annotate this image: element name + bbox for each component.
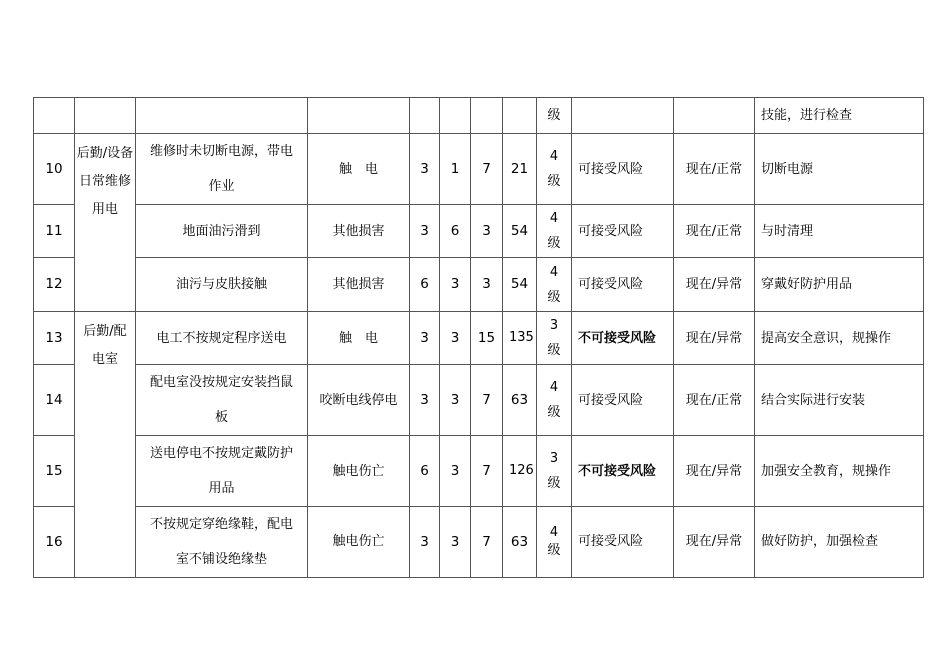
cell-level: 4级	[537, 365, 572, 436]
cell-state: 现在/正常	[674, 205, 755, 258]
cell-no: 10	[34, 134, 75, 205]
cell-state: 现在/正常	[674, 365, 755, 436]
cell-risk	[572, 98, 674, 134]
cell-c	[471, 98, 503, 134]
cell-e: 6	[440, 205, 471, 258]
cell-d: 21	[503, 134, 537, 205]
cell-measure: 切断电源	[755, 134, 924, 205]
cell-l: 3	[410, 365, 440, 436]
cell-level: 4级	[537, 205, 572, 258]
table-row	[34, 312, 924, 365]
cell-e: 3	[440, 258, 471, 312]
table-row	[34, 205, 924, 258]
cell-measure: 与时清理	[755, 205, 924, 258]
cell-hazard: 不按规定穿绝缘鞋，配电室不铺设绝缘垫	[136, 507, 308, 578]
cell-state: 现在/正常	[674, 134, 755, 205]
cell-state	[674, 98, 755, 134]
cell-level: 4级	[537, 134, 572, 205]
cell-e: 1	[440, 134, 471, 205]
table-row-continued	[34, 98, 924, 134]
cell-state: 现在/异常	[674, 507, 755, 578]
cell-risk: 可接受风险	[572, 507, 674, 578]
cell-d: 126	[503, 436, 537, 507]
cell-d: 54	[503, 205, 537, 258]
cell-accident: 触 电	[308, 312, 410, 365]
cell-hazard: 维修时未切断电源，带电作业	[136, 134, 308, 205]
cell-accident: 其他损害	[308, 258, 410, 312]
cell-hazard: 送电停电不按规定戴防护用品	[136, 436, 308, 507]
cell-category: 后勤/配电室	[75, 312, 136, 578]
cell-l: 3	[410, 312, 440, 365]
cell-risk: 可接受风险	[572, 365, 674, 436]
cell-state: 现在/异常	[674, 436, 755, 507]
cell-c: 7	[471, 436, 503, 507]
cell-c: 3	[471, 205, 503, 258]
cell-hazard	[136, 98, 308, 134]
cell-no: 12	[34, 258, 75, 312]
cell-l: 3	[410, 134, 440, 205]
table-row	[34, 134, 924, 205]
cell-accident: 触电伤亡	[308, 507, 410, 578]
cell-accident: 触电伤亡	[308, 436, 410, 507]
cell-level: 4级	[537, 507, 572, 578]
cell-risk: 不可接受风险	[572, 436, 674, 507]
cell-hazard: 配电室没按规定安装挡鼠板	[136, 365, 308, 436]
cell-e: 3	[440, 436, 471, 507]
cell-d	[503, 98, 537, 134]
cell-risk: 可接受风险	[572, 205, 674, 258]
cell-c: 7	[471, 365, 503, 436]
cell-state: 现在/异常	[674, 312, 755, 365]
cell-accident: 触 电	[308, 134, 410, 205]
cell-measure: 穿戴好防护用品	[755, 258, 924, 312]
cell-c: 3	[471, 258, 503, 312]
cell-measure: 加强安全教育，规操作	[755, 436, 924, 507]
cell-d: 135	[503, 312, 537, 365]
cell-l	[410, 98, 440, 134]
cell-c: 15	[471, 312, 503, 365]
cell-l: 3	[410, 507, 440, 578]
cell-accident: 咬断电线停电	[308, 365, 410, 436]
cell-no: 15	[34, 436, 75, 507]
cell-e: 3	[440, 507, 471, 578]
cell-no: 16	[34, 507, 75, 578]
cell-e: 3	[440, 312, 471, 365]
cell-d: 63	[503, 365, 537, 436]
cell-hazard: 油污与皮肤接触	[136, 258, 308, 312]
cell-risk: 不可接受风险	[572, 312, 674, 365]
cell-no: 11	[34, 205, 75, 258]
cell-level: 3级	[537, 436, 572, 507]
table-row	[34, 365, 924, 436]
cell-hazard: 电工不按规定程序送电	[136, 312, 308, 365]
cell-l: 6	[410, 436, 440, 507]
cell-level: 级	[537, 98, 572, 134]
risk-assessment-table	[33, 97, 924, 578]
cell-d: 63	[503, 507, 537, 578]
table-row	[34, 507, 924, 578]
cell-l: 3	[410, 205, 440, 258]
cell-e	[440, 98, 471, 134]
table-row	[34, 436, 924, 507]
cell-risk: 可接受风险	[572, 258, 674, 312]
cell-no	[34, 98, 75, 134]
cell-state: 现在/异常	[674, 258, 755, 312]
cell-c: 7	[471, 134, 503, 205]
cell-measure: 提高安全意识，规操作	[755, 312, 924, 365]
cell-category	[75, 98, 136, 134]
cell-accident: 其他损害	[308, 205, 410, 258]
cell-risk: 可接受风险	[572, 134, 674, 205]
cell-accident	[308, 98, 410, 134]
cell-no: 13	[34, 312, 75, 365]
cell-c: 7	[471, 507, 503, 578]
cell-level: 3级	[537, 312, 572, 365]
cell-measure: 做好防护，加强检查	[755, 507, 924, 578]
cell-level: 4级	[537, 258, 572, 312]
cell-hazard: 地面油污滑到	[136, 205, 308, 258]
cell-category: 后勤/设备日常维修用电	[75, 134, 136, 312]
cell-measure: 结合实际进行安装	[755, 365, 924, 436]
cell-measure: 技能，进行检查	[755, 98, 924, 134]
table-row	[34, 258, 924, 312]
cell-d: 54	[503, 258, 537, 312]
cell-l: 6	[410, 258, 440, 312]
cell-e: 3	[440, 365, 471, 436]
cell-no: 14	[34, 365, 75, 436]
